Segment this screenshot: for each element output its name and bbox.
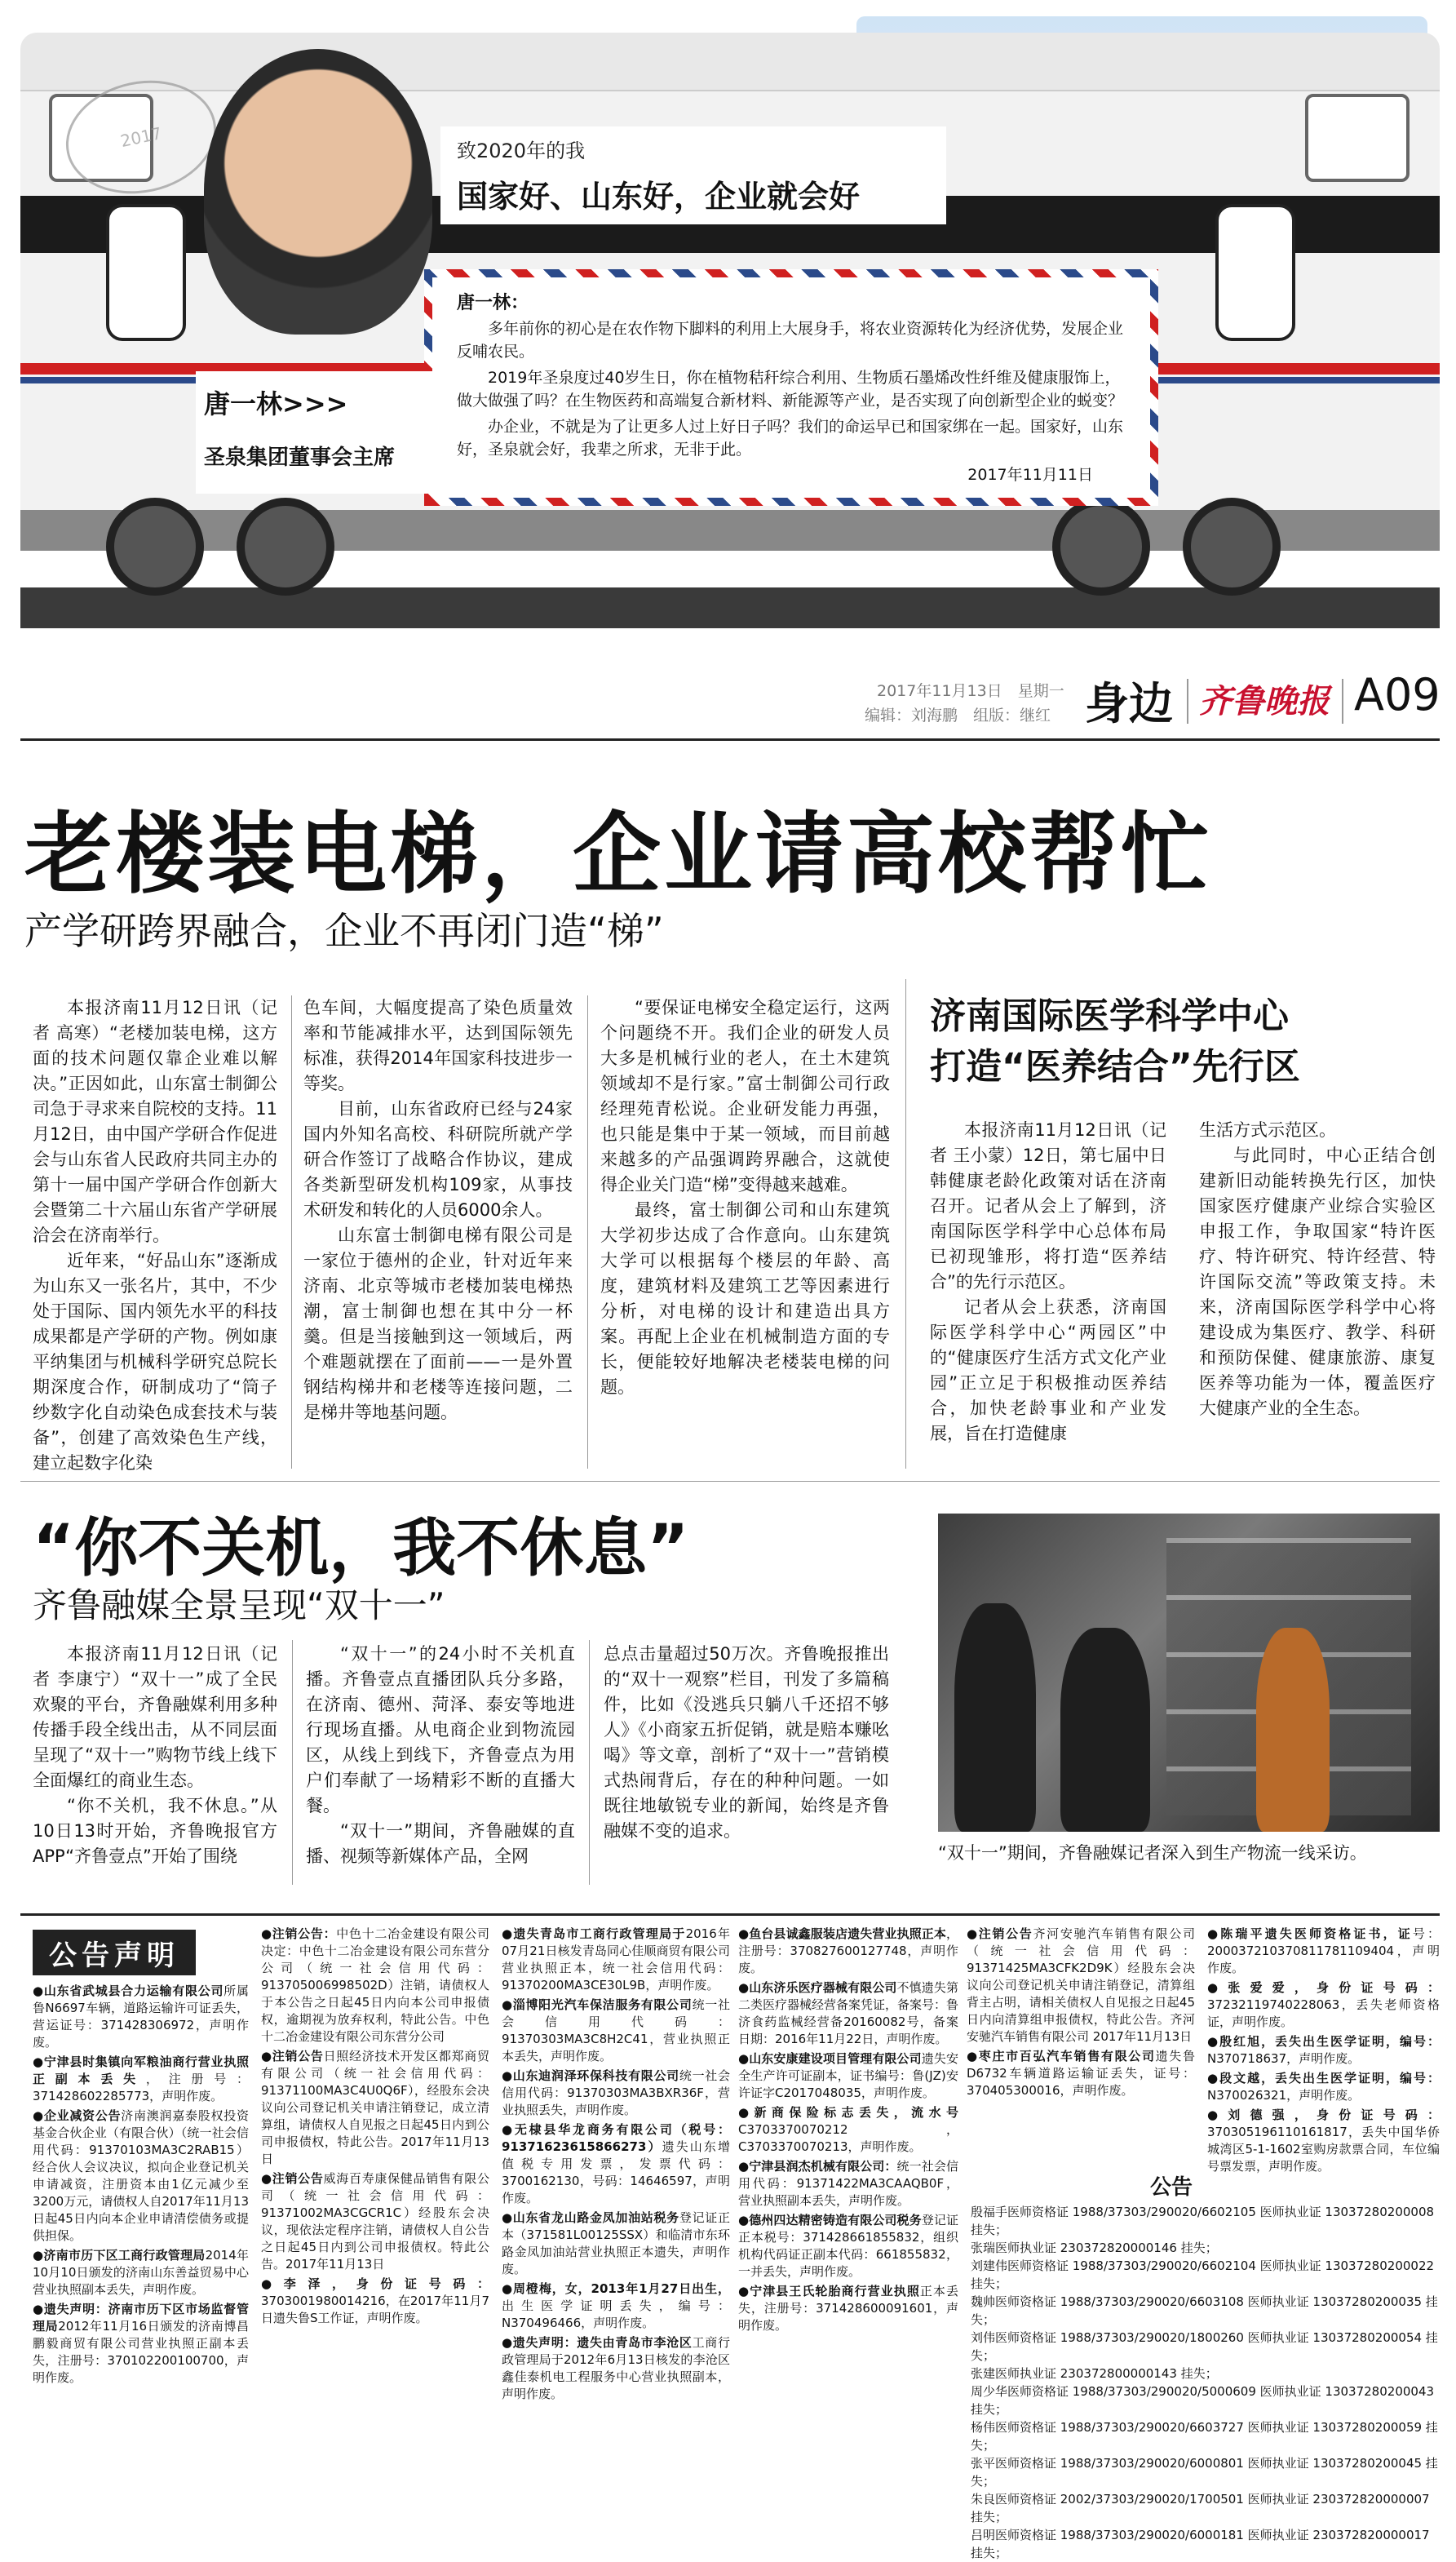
notice-item: ●陈瑞平遗失医师资格证书，证号：200037210370811781109404，声明作废。 xyxy=(1207,1926,1440,1975)
notices-column-6 xyxy=(1207,1926,1440,2178)
section-rule xyxy=(20,1481,1440,1482)
notice-item: ●遗失声明：遗失由青岛市李沧区工商行政管理局于2012年6月13日核发的李沧区鑫佳泰机电工程服务中心营业执照副本，声明作废。 xyxy=(502,2335,730,2401)
notice-item: ●宁津县王氏轮胎商行营业执照正本丢失，注册号：371428600091601，声明作废。 xyxy=(738,2284,958,2333)
announcement-row: 刘建伟医师资格证 1988/37303/290020/6602104 医师执业证 13037280200022 挂失； xyxy=(971,2258,1435,2291)
notice-item: ●淄博阳光汽车保洁服务有限公司统一社会信用代码：91370303MA3C8H2C41，营业执照正本丢失，声明作废。 xyxy=(502,1997,730,2063)
notice-item: ●德州四达精密铸造有限公司税务登记证正本税号：371428661855832，组织机构代码证正副本代码：661855832，一并丢失，声明作废。 xyxy=(738,2213,958,2279)
paragraph: 本报济南11月12日讯（记者 高寒）“老楼加装电梯，这方面的技术问题仅靠企业难以解决。”正因如此，山东富士制御公司急于寻求来自院校的支持。11月12日，由中国产学研合作促进会与山东省人民政府共同主办的第十一届中国产学研合作创新大会暨第二十六届山东省产学研展洽会在济南举行。 xyxy=(33,998,277,1245)
announcement-row: 张瑞医师执业证 230372820000146 挂失； xyxy=(971,2241,1218,2255)
letter-paragraph: 多年前你的初心是在农作物下脚料的利用上大展身手，将农业资源转化为经济优势，发展企业反哺农民。 xyxy=(457,320,1124,361)
train-window xyxy=(1305,94,1410,182)
side-headline-line2: 打造“医养结合”先行区 xyxy=(930,1046,1300,1088)
notice-item: ●刘德强，身份证号码：370305196110161817，丢失中国华侨城湾区5-1-1602室购房款票合同，车位编号票发票，声明作废。 xyxy=(1207,2108,1440,2174)
story2-column-3 xyxy=(604,1642,889,1844)
notice-item: ●新商保险标志丢失，流水号C3703370070212，C3703370070213，声明作废。 xyxy=(738,2105,958,2154)
notice-item: ●注销公告威海百寿康保健品销售有限公司（统一社会信用代码：91371002MA3CGCR1C）经股东会决议，现依法定程序注销，请债权人自公告之日起45日内到公司申报债权。特此公告。2017年11月13日 xyxy=(261,2171,489,2272)
announcement-row: 张建医师执业证 230372800000143 挂失； xyxy=(971,2366,1218,2381)
notice-item: ●山东安康建设项目管理有限公司遗失安全生产许可证副本，证书编号：鲁(JZ)安许证字C2017048035，声明作废。 xyxy=(738,2051,958,2100)
announcement-row: 杨伟医师资格证 1988/37303/290020/6603727 医师执业证 13037280200059 挂失； xyxy=(971,2420,1438,2453)
train-door xyxy=(106,204,186,341)
newspaper-logo: 齐鲁晚报 xyxy=(1199,682,1330,720)
notice-item: ●殷红旭，丢失出生医学证明，编号：N370718637，声明作废。 xyxy=(1207,2034,1440,2066)
train-wheel xyxy=(1052,498,1150,596)
notice-item: ●张爱爱，身份证号码：37232119740228063，丢失老师资格证，声明作废。 xyxy=(1207,1980,1440,2029)
side-story-column-1 xyxy=(930,1118,1166,1447)
column-rule xyxy=(291,995,292,1469)
notice-item: ●注销公告：中色十二冶金建设有限公司决定：中色十二冶金建设有限公司东营分公司（统一社会信用代码：913705006998502D）注销，请债权人于本公告之日起45日内向本公司申报债权，逾期视为放弃权利，特此公告。中色十二冶金建设有限公司东营分公司 xyxy=(261,1926,489,2044)
paragraph: “要保证电梯安全稳定运行，这两个问题绕不开。我们企业的研发人员大多是机械行业的老人，在土木建筑领域却不是行家。”富士制御公司行政经理苑青松说。企业研发能力再强，也只能是集中于某一领域，而目前越来越多的产品强调跨界融合，这就使得企业关门造“梯”变得越来越难。 xyxy=(600,998,890,1195)
train-banner xyxy=(0,0,1456,636)
notice-item: ●山东迪润泽环保科技有限公司统一社会信用代码：91370303MA3BXR36F，营业执照丢失，声明作废。 xyxy=(502,2068,730,2117)
notices-column-1 xyxy=(33,1983,249,2389)
announcement-row: 吕明医师资格证 1988/37303/290020/6000181 医师执业证 230372820000017 挂失； xyxy=(971,2528,1430,2560)
header-divider xyxy=(1342,679,1343,724)
worker-figure xyxy=(1256,1628,1330,1832)
notice-item: ●注销公告齐河安驰汽车销售有限公司（统一社会信用代码：91371425MA3CFK2D9K）经股东会决议向公司登记机关申请注销登记，清算组背主占明，请相关债权人自见报之日起45日内向清算组申报债权，特此公告。齐河安驰汽车销售有限公司 2017年11月13日 xyxy=(967,1926,1195,2044)
portrait-photo xyxy=(204,49,432,335)
editor-credits: 编辑：刘海鹏 组版：继红 xyxy=(865,707,1051,725)
letter-paragraph: 2019年圣泉度过40岁生日，你在植物秸秆综合利用、生物质石墨烯改性纤维及健康服饰上，做大做强了吗？在生物医药和高端复合新材料、新能源等产业，是否实现了向创新型企业的蜕变？ xyxy=(457,369,1124,410)
announcement-row: 殷福手医师资格证 1988/37303/290020/6602105 医师执业证 13037280200008 挂失； xyxy=(971,2205,1435,2237)
notices-column-4 xyxy=(738,1926,958,2337)
notice-item: ●注销公告日照经济技术开发区都郑商贸有限公司（统一社会信用代码：91371100MA3C4U0Q6F），经股东会决议向公司登记机关申请注销登记，成立清算组，请债权人自见报之日起45日内到公司申报债权，特此公告。2017年11月13日 xyxy=(261,2049,489,2166)
person-title: 圣泉集团董事会主席 xyxy=(204,445,396,470)
story2-subheadline: 齐鲁融媒全景呈现“双十一” xyxy=(33,1585,445,1625)
section-name: 身边 xyxy=(1085,678,1173,729)
story1-column-2 xyxy=(303,995,573,1425)
paragraph: 最终，富士制御公司和山东建筑大学初步达成了合作意向。山东建筑大学可以根据每个楼层的年龄、高度，建筑材料及建筑工艺等因素进行分析，对电梯的设计和建造出具方案。再配上企业在机械制造方面的专长，便能较好地解决老楼装电梯的问题。 xyxy=(600,1200,890,1397)
notice-item: ●山东济乐医疗器械有限公司不慎遗失第二类医疗器械经营备案凭证，备案号：鲁济食药监械经营备20160082号，备案日期：2016年11月22日，声明作废。 xyxy=(738,1980,959,2046)
notice-item: ●山东省龙山路金凤加油站税务登记证正本（371581L00125SSX）和临清市东环路金凤加油站营业执照正本遗失，声明作废。 xyxy=(502,2210,730,2276)
main-headline: 老楼装电梯，企业请高校帮忙 xyxy=(24,804,1213,906)
paragraph: 本报济南11月12日讯（记者 王小蒙）12日，第七届中日韩健康老龄化政策对话在济南召开。记者从会上了解到，济南国际医学科学中心总体布局已初现雏形，将打造“医养结合”的先行示范区。 xyxy=(930,1120,1166,1292)
notice-item: ●无棣县华龙商务有限公司（税号：91371623615866273）遗失山东增值税专用发票，发票代码：3700162130，号码：14646597，声明作废。 xyxy=(502,2122,730,2205)
paragraph: 近年来，“好品山东”逐渐成为山东又一张名片，其中，不少处于国际、国内领先水平的科技成果都是产学研的产物。例如康平纳集团与机械科学研究总院长期深度合作，研制成功了“筒子纱数字化自动染色成套技术与装备”，创建了高效染色生产线，建立起数字化染 xyxy=(33,1251,277,1473)
notice-item: ●李泽，身份证号码：3703001980014216，在2017年11月7日遗失鲁S工作证，声明作废。 xyxy=(261,2276,489,2325)
letter-paragraph: 办企业，不就是为了让更多人过上好日子吗？我们的命运早已和国家绑在一起。国家好，山东好，圣泉就会好，我辈之所求，无非于此。 xyxy=(457,418,1124,459)
letter-label: 唐一林： xyxy=(457,293,529,313)
paragraph: 山东富士制御电梯有限公司是一家位于德州的企业，针对近年来济南、北京等城市老楼加装电梯热潮，富士制御也想在其中分一杯羹。但是当接触到这一领域后，两个难题就摆在了面前——一是外置钢结构梯井和老楼等连接问题，二是梯井等地基问题。 xyxy=(303,1226,573,1422)
side-story-headline xyxy=(930,991,1300,1093)
banner-kicker: 致2020年的我 xyxy=(457,140,586,162)
train-wheel xyxy=(1183,498,1281,596)
announcement-list xyxy=(971,2203,1440,2562)
train-wheel xyxy=(237,498,334,596)
column-rule xyxy=(587,995,588,1469)
side-headline-line1: 济南国际医学科学中心 xyxy=(930,995,1289,1037)
main-subheadline: 产学研跨界融合，企业不再闭门造“梯” xyxy=(24,909,664,953)
camera-operator-figure xyxy=(1060,1628,1150,1832)
announcement-row: 周少华医师资格证 1988/37303/290020/5000609 医师执业证 13037280200043 挂失； xyxy=(971,2384,1435,2417)
paragraph: 与此同时，中心正结合创建新旧动能转换先行区，加快国家医疗健康产业综合实验区申报工作，争取国家“特许医疗、特许研究、特许经营、特许国际交流”等政策支持。未来，济南国际医学科学中心将建设成为集医疗、教学、科研和预防保健、健康旅游、康复医养等功能为一体，覆盖医疗大健康产业的全生态。 xyxy=(1199,1146,1436,1418)
notice-item: ●枣庄市百弘汽车销售有限公司遗失鲁D6732车辆道路运输证丢失，证号：370405300016，声明作废。 xyxy=(967,2049,1195,2098)
paragraph: 目前，山东省政府已经与24家国内外知名高校、科研院所就产学研合作签订了战略合作协议，建成各类新型研发机构109家，从事技术研发和转化的人员6000余人。 xyxy=(303,1099,573,1220)
paragraph: 本报济南11月12日讯（记者 李康宁）“双十一”成了全民欢聚的平台，齐鲁融媒利用多种传播手段全线出击，从不同层面呈现了“双十一”购物节线上线下全面爆红的商业生态。 xyxy=(33,1644,277,1790)
notices-column-2 xyxy=(261,1926,489,2329)
notices-title: 公告声明 xyxy=(33,1930,196,1975)
announcement-row: 魏帅医师资格证 1988/37303/290020/6603108 医师执业证 13037280200035 挂失； xyxy=(971,2294,1438,2327)
notices-column-5 xyxy=(967,1926,1195,2102)
reporter-figure xyxy=(954,1603,1036,1832)
person-name: 唐一林>>> xyxy=(204,388,348,419)
paragraph: 色车间，大幅度提高了染色质量效率和节能减排水平，达到国际领先标准，获得2014年国家科技进步一等奖。 xyxy=(303,998,573,1093)
column-rule xyxy=(589,1640,590,1885)
news-photo xyxy=(938,1514,1440,1832)
story2-column-1 xyxy=(33,1642,277,1869)
story2-column-2 xyxy=(306,1642,575,1869)
column-rule xyxy=(292,1640,293,1885)
notice-item: ●周橙梅，女，2013年1月27日出生，出生医学证明丢失，编号：N370496466，声明作废。 xyxy=(502,2281,730,2330)
header-rule xyxy=(20,738,1440,741)
header-divider xyxy=(1187,679,1188,724)
notice-item: ●济南市历下区工商行政管理局2014年10月10日颁发的济南山东善益贸易中心营业执照副本丢失，声明作废。 xyxy=(33,2248,249,2297)
letter-date: 2017年11月11日 xyxy=(967,466,1093,484)
notice-item: ●段文越，丢失出生医学证明，编号：N370026321，声明作废。 xyxy=(1207,2071,1440,2103)
paragraph: 总点击量超过50万次。齐鲁晚报推出的“双十一观察”栏目，刊发了多篇稿件，比如《没逃兵只躺八千还招不够人》《小商家五折促销，就是赔本赚吆喝》等文章，剖析了“双十一”营销模式热闹背后，存在的种种问题。一如既往地敏锐专业的新闻，始终是齐鲁融媒不变的追求。 xyxy=(604,1644,889,1841)
notice-item: ●宁津县时集镇向军粮油商行营业执照正副本丢失，注册号：371428602285773，声明作废。 xyxy=(33,2054,249,2103)
banner-title: 国家好、山东好，企业就会好 xyxy=(457,179,861,215)
paragraph: “你不关机，我不休息。”从10日13时开始，齐鲁晚报官方APP“齐鲁壹点”开始了围绕 xyxy=(33,1796,277,1866)
story1-column-1 xyxy=(33,995,277,1476)
issue-date: 2017年11月13日 星期一 xyxy=(877,682,1064,700)
paragraph: 记者从会上获悉，济南国际医学科学中心“两园区”中的“健康医疗生活方式文化产业园”正立足于积极推动医养结合，加快老龄事业和产业发展，旨在打造健康 xyxy=(930,1297,1166,1443)
paragraph: “双十一”的24小时不关机直播。齐鲁壹点直播团队兵分多路，在济南、德州、菏泽、泰安等地进行现场直播。从电商企业到物流园区，从线上到线下，齐鲁壹点为用户们奉献了一场精彩不断的直播大餐。 xyxy=(306,1644,575,1815)
paragraph: 生活方式示范区。 xyxy=(1199,1120,1336,1140)
page-number: A09 xyxy=(1354,669,1441,720)
train-wheel xyxy=(106,498,204,596)
side-story-column-2 xyxy=(1199,1118,1436,1421)
notice-item: ●遗失青岛市工商行政管理局于2016年07月21日核发青岛同心佳顺商贸有限公司营业执照正本，统一社会信用代码：91370200MA3CE30L9B，声明作废。 xyxy=(502,1926,730,1992)
notices-rule xyxy=(20,1913,1440,1916)
story2-headline: “你不关机，我不休息” xyxy=(33,1512,689,1585)
notice-item: ●遗失声明：济南市历下区市场监督管理局2012年11月16日颁发的济南博昌鹏毅商贸有限公司营业执照正副本丢失，注册号：370102200100700，声明作废。 xyxy=(33,2302,249,2385)
train-door xyxy=(1215,204,1295,341)
letter-envelope xyxy=(424,269,1158,506)
notice-item: ●宁津县润杰机械有限公司：统一社会信用代码：91371422MA3CAAQB0F，营业执照副本丢失，声明作废。 xyxy=(738,2159,958,2208)
announcement-title: 公告 xyxy=(1150,2175,1193,2200)
announcement-row: 朱良医师资格证 2002/37303/290020/1700501 医师执业证 230372820000007 挂失； xyxy=(971,2492,1430,2524)
story1-column-3 xyxy=(600,995,890,1400)
notice-item: ●鱼台县诚鑫服装店遗失营业执照正本，注册号：370827600127748，声明作废。 xyxy=(738,1926,958,1975)
paragraph: “双十一”期间，齐鲁融媒的直播、视频等新媒体产品，全网 xyxy=(306,1821,575,1866)
notice-item: ●企业减资公告济南澳润嘉泰股权投资基金合伙企业（有限合伙）（统一社会信用代码：91370103MA3C2RAB15）经合伙人会议决议，拟向企业登记机关申请减资，注册资本由1亿元减少至3200万元，请债权人自2017年11月13日起45日内向本企业申请清偿债务或提供担保。 xyxy=(33,2108,249,2243)
notice-item: ●山东省武城县合力运输有限公司所属鲁N6697车辆，道路运输许可证丢失，营运证号：371428306972，声明作废。 xyxy=(33,1984,249,2050)
photo-caption: “双十一”期间，齐鲁融媒记者深入到生产物流一线采访。 xyxy=(938,1843,1367,1863)
column-rule xyxy=(905,979,906,1469)
notices-column-3 xyxy=(502,1926,730,2405)
postmark-stamp: 2017 xyxy=(55,67,227,207)
announcement-row: 刘伟医师资格证 1988/37303/290020/1800260 医师执业证 13037280200054 挂失； xyxy=(971,2330,1438,2363)
announcement-row: 张平医师资格证 1988/37303/290020/6000801 医师执业证 13037280200045 挂失； xyxy=(971,2456,1438,2489)
